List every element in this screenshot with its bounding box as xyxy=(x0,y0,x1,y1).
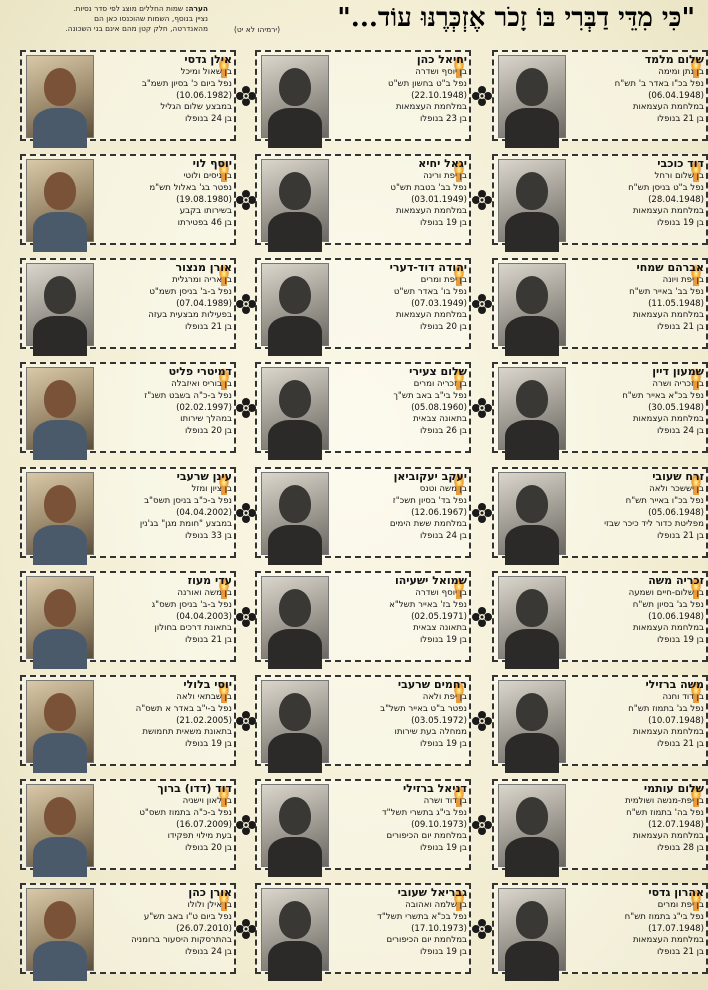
fallen-name: דוד (דדו) ברוך xyxy=(157,782,232,795)
memorial-card xyxy=(492,154,708,245)
parents-line: בן נתן ומימה xyxy=(658,67,704,77)
date-line: (10.06.1948) xyxy=(648,611,704,622)
card-info xyxy=(568,782,704,855)
note xyxy=(8,4,208,34)
where-line: במבצע "חומת מגן" בג'נין xyxy=(139,519,232,530)
portrait-photo xyxy=(498,888,566,971)
flower-ornament-icon xyxy=(234,84,258,108)
portrait-photo xyxy=(26,784,94,867)
parents-line: בן אריה ומרגלית xyxy=(172,275,232,285)
age-line: בן 20 בנופלו xyxy=(184,843,232,854)
memorial-card xyxy=(255,154,471,245)
age-line: בן 24 בנופלו xyxy=(656,426,704,437)
portrait-photo xyxy=(26,472,94,555)
fell-line: נפל ב-ב' בניסן תשס"ג xyxy=(151,599,232,610)
portrait-photo xyxy=(26,263,94,346)
memorial-card xyxy=(255,467,471,558)
flower-ornament-icon xyxy=(470,292,494,316)
card-info xyxy=(96,470,232,543)
fallen-name: אברהם שמחי xyxy=(636,261,704,274)
portrait-photo xyxy=(26,680,94,763)
parents-line: בן יוסף ושדרה xyxy=(415,67,467,77)
age-line: בן 23 בנופלו xyxy=(419,114,467,125)
date-line: (16.07.2009) xyxy=(176,819,232,830)
memorial-card xyxy=(492,258,708,349)
fallen-name: שמואל ישעיהו xyxy=(394,574,467,587)
where-line: במלחמת העצמאות xyxy=(395,310,467,321)
flower-ornament-icon xyxy=(234,501,258,525)
fell-line: נפל בי"ג בתשרי תשל"ד xyxy=(381,807,467,818)
memorial-card xyxy=(20,154,236,245)
fallen-name: דניאל ברזילי xyxy=(402,782,467,795)
memorial-card xyxy=(492,467,708,558)
where-line: במלחמת העצמאות xyxy=(632,935,704,946)
age-line: בן 28 בנופלו xyxy=(656,843,704,854)
fallen-name: זרח שעובי xyxy=(652,470,704,483)
fallen-name: יוסף לוי xyxy=(192,157,232,170)
age-line: בן 24 בנופלו xyxy=(184,114,232,125)
fell-line: נפל ב-ב' בניסן תשמ"ט xyxy=(149,286,232,297)
where-line: במלחמת העצמאות xyxy=(395,102,467,113)
memorial-card xyxy=(255,571,471,662)
card-info xyxy=(96,53,232,126)
parents-line: בן יפת-מנשה ושולמית xyxy=(625,796,704,806)
memorial-card xyxy=(255,883,471,974)
age-line: בן 20 בנופלו xyxy=(419,322,467,333)
card-info xyxy=(331,574,467,647)
flower-ornament-icon xyxy=(470,188,494,212)
date-line: (22.10.1948) xyxy=(411,90,467,101)
card-info xyxy=(568,157,704,230)
memorial-card xyxy=(492,883,708,974)
fell-line: נפל בב' באייר תש"ח xyxy=(629,286,704,297)
portrait-photo xyxy=(261,888,329,971)
card-info xyxy=(96,157,232,230)
date-line: (05.06.1948) xyxy=(648,507,704,518)
where-line: ממחלה בעת שירותו xyxy=(394,727,467,738)
fell-line: נפל בכ"א באייר תש"ח xyxy=(622,390,704,401)
portrait-photo xyxy=(26,159,94,242)
parents-line: בן יפת ולאה xyxy=(422,692,467,702)
memorial-card xyxy=(255,675,471,766)
source-reference: (ירמיהו לא יט) xyxy=(233,25,280,34)
fallen-name: יחיאל כהן xyxy=(416,53,467,66)
card-info xyxy=(331,261,467,334)
flower-ornament-icon xyxy=(234,605,258,629)
portrait-photo xyxy=(498,263,566,346)
age-line: בן 19 בנופלו xyxy=(419,635,467,646)
where-line: במבצע שלום הגליל xyxy=(160,102,232,113)
fallen-name: אילן גדסי xyxy=(184,53,232,66)
fell-line: נפל ב-י"ב באדר א תשס"ה xyxy=(135,703,232,714)
portrait-photo xyxy=(498,159,566,242)
fallen-name: שמעון דיין xyxy=(652,365,704,378)
date-line: (17.07.1948) xyxy=(648,923,704,934)
fell-line: נפל ב-כ"ה בתמוז תשס"ט xyxy=(139,807,232,818)
where-line: במלחמת העצמאות xyxy=(632,102,704,113)
parents-line: בן ציון ומזל xyxy=(191,484,232,494)
note-label: הערה: xyxy=(185,4,208,13)
where-line: במלחמת העצמאות xyxy=(632,623,704,634)
parents-line: בן אילן ולולו xyxy=(187,900,232,910)
fallen-name: יוסי בלולי xyxy=(183,678,232,691)
where-line: בהתרסקות היסעור ברומניה xyxy=(131,935,232,946)
parents-line: בן יפת ומרים xyxy=(657,900,704,910)
fallen-name: גבריאל שעובי xyxy=(397,886,467,899)
fallen-name: אהרון גדסי xyxy=(648,886,704,899)
age-line: בן 19 בנופלו xyxy=(656,218,704,229)
memorial-card xyxy=(492,50,708,141)
fell-line: נפל בג' בסיון תש"ח xyxy=(632,599,704,610)
memorial-card xyxy=(255,779,471,870)
card-info xyxy=(96,886,232,959)
fallen-name: אורן מנצור xyxy=(175,261,232,274)
date-line: (07.03.1949) xyxy=(411,298,467,309)
card-info xyxy=(331,157,467,230)
fallen-name: זכריה משה xyxy=(648,574,704,587)
memorial-card xyxy=(492,779,708,870)
parents-line: בן יפת ויונה xyxy=(662,275,704,285)
fallen-name: יהודה דוד-דערי xyxy=(389,261,467,274)
memorial-card xyxy=(255,258,471,349)
date-line: (17.10.1973) xyxy=(411,923,467,934)
portrait-photo xyxy=(498,784,566,867)
where-line: מפליטת כדור ליד כיכר שבזי xyxy=(604,519,704,530)
where-line: בתאונת משאית תחמושת xyxy=(142,727,232,738)
age-line: בן 24 בנופלו xyxy=(419,531,467,542)
date-line: (12.06.1967) xyxy=(411,507,467,518)
date-line: (30.05.1948) xyxy=(648,402,704,413)
parents-line: בן לאון וישניה xyxy=(182,796,232,806)
flower-ornament-icon xyxy=(470,84,494,108)
date-line: (09.10.1973) xyxy=(411,819,467,830)
portrait-photo xyxy=(498,367,566,450)
card-info xyxy=(568,574,704,647)
date-line: (03.01.1949) xyxy=(411,194,467,205)
fell-line: נפל בכ"ו באדר ב' תש"ח xyxy=(614,78,704,89)
fell-line: נפל ב"ט בחשון תש"ט xyxy=(388,78,467,89)
parents-line: בן יששכר ולאה xyxy=(649,484,704,494)
where-line: במלחמת יום הכיפורים xyxy=(386,935,467,946)
memorial-card xyxy=(492,675,708,766)
fallen-name: עדי מעוז xyxy=(187,574,232,587)
where-line: בתאונה צבאית xyxy=(413,623,467,634)
card-info xyxy=(96,574,232,647)
fallen-name: רחמים שרעבי xyxy=(397,678,467,691)
card-info xyxy=(331,365,467,438)
date-line: (07.04.1989) xyxy=(176,298,232,309)
card-info xyxy=(568,53,704,126)
fell-line: נפל בז' באייר תשל"א xyxy=(389,599,467,610)
card-info xyxy=(331,782,467,855)
age-line: בן 46 בפטירתו xyxy=(177,218,232,229)
fell-line: נפל ב-כ"ה בשבט תשנ"ז xyxy=(144,390,232,401)
fallen-name: משה ברזילי xyxy=(645,678,704,691)
note-line3: מהאנדרטה, חלק קטן מהם אינם בני השכונה. xyxy=(65,24,208,33)
parents-line: בן בוריס ואיזבלה xyxy=(171,379,232,389)
fell-line: נפל בכ"א בתשרי תשל"ד xyxy=(377,911,467,922)
parents-line: בן משה וטנס xyxy=(419,484,467,494)
fell-line: נפל בי"ב באב תש"ך xyxy=(393,390,467,401)
age-line: בן 19 בנופלו xyxy=(419,947,467,958)
card-info xyxy=(568,886,704,959)
parents-line: בן דוד ושרה xyxy=(423,796,467,806)
age-line: בן 21 בנופלו xyxy=(184,635,232,646)
parents-line: בן שאול ומיכל xyxy=(180,67,232,77)
memorial-card xyxy=(20,258,236,349)
parents-line: בן שלום-חיים ושמעה xyxy=(628,588,704,598)
flower-ornament-icon xyxy=(470,396,494,420)
age-line: בן 19 בנופלו xyxy=(419,843,467,854)
age-line: בן 21 בנופלו xyxy=(656,947,704,958)
where-line: במלחמת העצמאות xyxy=(632,310,704,321)
age-line: בן 21 בנופלו xyxy=(184,322,232,333)
parents-line: בן זכריה ושרה xyxy=(652,379,704,389)
fell-line: נפל ביום ט"ו באב תש"ע xyxy=(143,911,232,922)
date-line: (10.06.1982) xyxy=(176,90,232,101)
date-line: (21.02.2005) xyxy=(176,715,232,726)
fell-line: נפטר בג' באלול תש"מ xyxy=(149,182,232,193)
fell-line: נפל בג' בתמוז תש"ח xyxy=(628,703,704,714)
parents-line: בן שלום ורחל xyxy=(654,171,704,181)
date-line: (28.04.1948) xyxy=(648,194,704,205)
memorial-card xyxy=(20,571,236,662)
portrait-photo xyxy=(498,55,566,138)
date-line: (02.02.1997) xyxy=(176,402,232,413)
where-line: במלחמת העצמאות xyxy=(632,727,704,738)
where-line: במלחמת העצמאות xyxy=(632,206,704,217)
fell-line: נפל בכ"ו באייר תש"ח xyxy=(625,495,704,506)
age-line: בן 20 בנופלו xyxy=(184,426,232,437)
fallen-name: דוד כוכבי xyxy=(657,157,704,170)
where-line: בשירותו בקבע xyxy=(179,206,232,217)
parents-line: בן שבתאי ולאה xyxy=(176,692,232,702)
flower-ornament-icon xyxy=(234,709,258,733)
portrait-photo xyxy=(261,784,329,867)
card-info xyxy=(96,365,232,438)
age-line: בן 21 בנופלו xyxy=(656,531,704,542)
age-line: בן 19 בנופלו xyxy=(419,218,467,229)
flower-ornament-icon xyxy=(470,917,494,941)
where-line: במלחמת יום הכיפורים xyxy=(386,831,467,842)
where-line: במלחמת העצמאות xyxy=(395,206,467,217)
note-line2: נציין בנוסף, השמות שהוכנסו כאן הם xyxy=(94,14,208,23)
flower-ornament-icon xyxy=(470,813,494,837)
where-line: בעת מילוי תפקידו xyxy=(167,831,232,842)
portrait-photo xyxy=(261,576,329,659)
portrait-photo xyxy=(26,367,94,450)
portrait-photo xyxy=(26,888,94,971)
portrait-photo xyxy=(261,55,329,138)
parents-line: בן ניסים ולוטי xyxy=(183,171,232,181)
card-info xyxy=(96,782,232,855)
fell-line: נפל ביום כ' בסיון תשמ"ב xyxy=(141,78,232,89)
age-line: בן 33 בנופלו xyxy=(184,531,232,542)
portrait-photo xyxy=(26,55,94,138)
fell-line: נפל בד' בסיון תשכ"ז xyxy=(392,495,467,506)
date-line: (26.07.2010) xyxy=(176,923,232,934)
where-line: במהלך שירותו xyxy=(180,414,232,425)
where-line: במלחמת העצמאות xyxy=(632,831,704,842)
flower-ornament-icon xyxy=(470,709,494,733)
date-line: (19.08.1980) xyxy=(176,194,232,205)
age-line: בן 26 בנופלו xyxy=(419,426,467,437)
parents-line: בן דוד וחנה xyxy=(662,692,704,702)
memorial-card xyxy=(255,362,471,453)
age-line: בן 21 בנופלו xyxy=(656,739,704,750)
date-line: (03.05.1972) xyxy=(411,715,467,726)
card-info xyxy=(331,53,467,126)
memorial-card xyxy=(20,675,236,766)
fell-line: נפטר ב"ט באייר תשל"ב xyxy=(380,703,467,714)
card-info xyxy=(96,678,232,751)
fallen-name: עינן שרעבי xyxy=(176,470,232,483)
fell-line: נפל בה' בתמוז תש"ח xyxy=(626,807,704,818)
card-info xyxy=(568,261,704,334)
memorial-card xyxy=(20,883,236,974)
parents-line: בן יפת ורינה xyxy=(423,171,467,181)
age-line: בן 21 בנופלו xyxy=(656,322,704,333)
portrait-photo xyxy=(261,263,329,346)
flower-ornament-icon xyxy=(470,605,494,629)
fallen-name: אורן כהן xyxy=(188,886,232,899)
fell-line: נפל ב"ט בניסן תש"ח xyxy=(628,182,704,193)
fallen-name: שלום עותמי xyxy=(643,782,704,795)
where-line: בפעילות מבצעית בעזה xyxy=(148,310,232,321)
flower-ornament-icon xyxy=(234,396,258,420)
where-line: במלחמת העצמאות xyxy=(632,414,704,425)
date-line: (06.04.1948) xyxy=(648,90,704,101)
card-info xyxy=(568,678,704,751)
parents-line: בן זכריה ומרים xyxy=(413,379,467,389)
portrait-photo xyxy=(261,680,329,763)
portrait-photo xyxy=(261,472,329,555)
portrait-photo xyxy=(498,680,566,763)
parents-line: בן שלמה ואהובה xyxy=(405,900,467,910)
fell-line: נפל ב-כ"ב בניסן תשס"ב xyxy=(144,495,232,506)
age-line: בן 21 בנופלו xyxy=(656,114,704,125)
flower-ornament-icon xyxy=(234,292,258,316)
age-line: בן 19 בנופלו xyxy=(184,739,232,750)
card-info xyxy=(568,470,704,543)
header xyxy=(0,0,700,44)
fallen-name: יעקב יעקוביאן xyxy=(393,470,467,483)
fell-line: נפל בי"ג בתמוז תש"ח xyxy=(624,911,704,922)
note-line1: שמות החללים מוצג לפי סדר נסיות. xyxy=(73,4,186,13)
parents-line: בן משה ואורנה xyxy=(177,588,232,598)
portrait-photo xyxy=(261,159,329,242)
where-line: בתאונה צבאית xyxy=(413,414,467,425)
date-line: (05.08.1960) xyxy=(411,402,467,413)
fallen-name: שלום מלמד xyxy=(644,53,704,66)
portrait-photo xyxy=(498,472,566,555)
fallen-name: יגאל יחיא xyxy=(418,157,467,170)
flower-ornament-icon xyxy=(470,501,494,525)
fell-line: נפל בו' באדר תש"ט xyxy=(393,286,467,297)
flower-ornament-icon xyxy=(234,917,258,941)
flower-ornament-icon xyxy=(234,813,258,837)
date-line: (02.05.1971) xyxy=(411,611,467,622)
fell-line: נפל בב' בטבת תש"ט xyxy=(390,182,467,193)
parents-line: בן יפת ומרים xyxy=(420,275,467,285)
memorial-card xyxy=(20,362,236,453)
age-line: בן 24 בנופלו xyxy=(184,947,232,958)
card-info xyxy=(96,261,232,334)
date-line: (04.04.2003) xyxy=(176,611,232,622)
memorial-card xyxy=(20,50,236,141)
age-line: בן 19 בנופלו xyxy=(419,739,467,750)
memorial-card xyxy=(20,467,236,558)
parents-line: בן יוסף ושדרה xyxy=(415,588,467,598)
where-line: בתאונת דרכים בחולון xyxy=(154,623,232,634)
portrait-photo xyxy=(498,576,566,659)
age-line: בן 19 בנופלו xyxy=(656,635,704,646)
flower-ornament-icon xyxy=(234,188,258,212)
date-line: (12.07.1948) xyxy=(648,819,704,830)
portrait-photo xyxy=(261,367,329,450)
memorial-card xyxy=(255,50,471,141)
card-info xyxy=(331,470,467,543)
memorial-card xyxy=(492,571,708,662)
card-info xyxy=(331,886,467,959)
fallen-name: דמיטרי פליט xyxy=(168,365,232,378)
where-line: במלחמת ששת הימים xyxy=(389,519,467,530)
memorial-card xyxy=(492,362,708,453)
memorial-card xyxy=(20,779,236,870)
fallen-name: שלום צעירי xyxy=(409,365,467,378)
card-info xyxy=(331,678,467,751)
date-line: (04.04.2002) xyxy=(176,507,232,518)
portrait-photo xyxy=(26,576,94,659)
date-line: (10.07.1948) xyxy=(648,715,704,726)
card-info xyxy=(568,365,704,438)
date-line: (11.05.1948) xyxy=(648,298,704,309)
page-title: "כִּי מִדֵּי דַבְּרִי בּוֹ זָכֹר אֶזְכְּרֶנּוּ עוֹד..." xyxy=(337,3,695,33)
